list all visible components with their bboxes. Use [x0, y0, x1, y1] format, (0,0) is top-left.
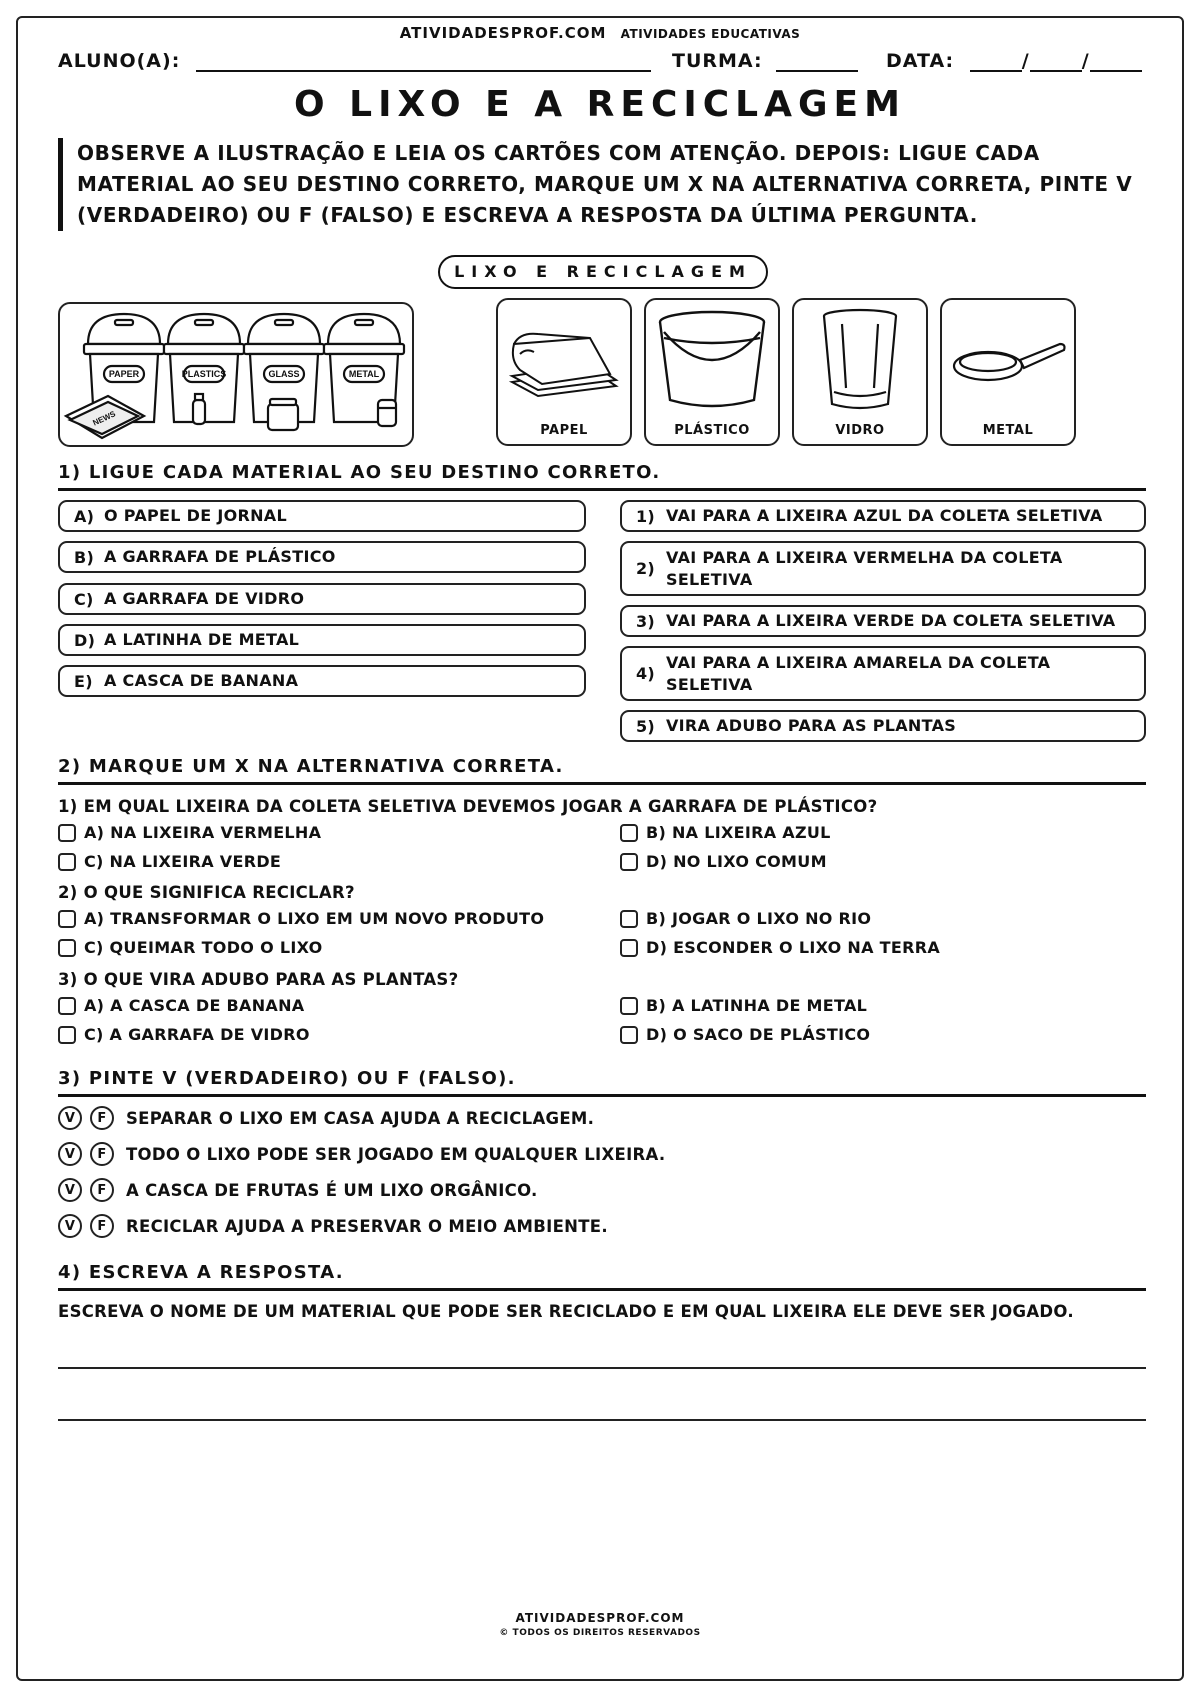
match-left-e[interactable] — [58, 665, 586, 697]
option-3b[interactable] — [620, 996, 867, 1015]
match-left-key: D) — [74, 630, 96, 650]
match-left-text: A GARRAFA DE PLÁSTICO — [104, 547, 336, 566]
newspaper-label: NEWS — [91, 409, 117, 428]
match-right-text: VIRA ADUBO PARA AS PLANTAS — [666, 716, 957, 735]
false-circle[interactable]: F — [90, 1106, 114, 1130]
paper-stack-icon — [498, 304, 630, 414]
match-left-key: E) — [74, 671, 93, 691]
match-right-text: VAI PARA A LIXEIRA VERMELHA DA COLETA SELETIVA — [666, 547, 1063, 589]
statement-text: A CASCA DE FRUTAS É UM LIXO ORGÂNICO. — [126, 1180, 538, 1200]
option-text: A) TRANSFORMAR O LIXO EM UM NOVO PRODUTO — [84, 909, 545, 928]
match-right-key: 2) — [636, 559, 656, 578]
section-2-heading: 2) MARQUE UM X NA ALTERNATIVA CORRETA. — [58, 756, 564, 777]
question-3: 3) O QUE VIRA ADUBO PARA AS PLANTAS? — [58, 970, 459, 989]
match-right-key: 3) — [636, 611, 656, 631]
checkbox[interactable] — [58, 1026, 76, 1044]
statement-text: TODO O LIXO PODE SER JOGADO EM QUALQUER LIXEIRA. — [126, 1144, 666, 1164]
option-text: C) QUEIMAR TODO O LIXO — [84, 938, 323, 957]
true-circle[interactable]: V — [58, 1106, 82, 1130]
answer-line-2[interactable] — [58, 1419, 1146, 1421]
class-label: TURMA: — [672, 50, 763, 72]
class-field[interactable] — [672, 50, 858, 72]
checkbox[interactable] — [58, 853, 76, 871]
option-text: A) A CASCA DE BANANA — [84, 996, 305, 1015]
match-right-text: VAI PARA A LIXEIRA VERDE DA COLETA SELETIVA — [666, 611, 1116, 630]
student-name-label: ALUNO(A): — [58, 50, 181, 72]
date-field[interactable] — [886, 50, 1142, 72]
option-2b[interactable] — [620, 909, 871, 928]
true-false-item-3 — [58, 1178, 538, 1202]
match-left-key: B) — [74, 547, 95, 567]
section-1-heading: 1) LIGUE CADA MATERIAL AO SEU DESTINO CORRETO. — [58, 462, 661, 483]
footer-rights: © TODOS OS DIREITOS RESERVADOS — [499, 1628, 701, 1638]
true-circle[interactable]: V — [58, 1178, 82, 1202]
bin-label-glass: GLASS — [268, 369, 300, 379]
site-header — [0, 24, 1200, 42]
match-left-a[interactable] — [58, 500, 586, 532]
date-separator: / — [1021, 50, 1030, 72]
option-1a[interactable] — [58, 823, 321, 842]
match-right-key: 5) — [636, 716, 656, 736]
option-text: D) ESCONDER O LIXO NA TERRA — [646, 938, 941, 957]
metal-can-icon — [378, 400, 396, 426]
match-left-text: A GARRAFA DE VIDRO — [104, 589, 305, 608]
match-right-3[interactable] — [620, 605, 1146, 637]
option-text: D) NO LIXO COMUM — [646, 852, 827, 871]
match-left-b[interactable] — [58, 541, 586, 573]
match-right-1[interactable] — [620, 500, 1146, 532]
option-3a[interactable] — [58, 996, 304, 1015]
statement-text: SEPARAR O LIXO EM CASA AJUDA A RECICLAGEM. — [126, 1108, 595, 1128]
checkbox[interactable] — [620, 824, 638, 842]
match-right-4[interactable] — [620, 646, 1146, 701]
instructions: OBSERVE A ILUSTRAÇÃO E LEIA OS CARTÕES COM ATENÇÃO. DEPOIS: LIGUE CADA MATERIAL AO SEU DESTINO CORRETO, MARQUE UM X NA ALTERNATIVA CORRETA, PINTE V (VERDADEIRO) OU F (FALSO) E ESCREVA A RESPOSTA DA ÚLTIMA PERGUNTA. — [58, 138, 1138, 231]
option-1d[interactable] — [620, 852, 827, 871]
true-circle[interactable]: V — [58, 1214, 82, 1238]
material-card-paper — [496, 298, 632, 446]
question-2: 2) O QUE SIGNIFICA RECICLAR? — [58, 883, 355, 902]
bucket-icon — [646, 304, 778, 414]
drinking-glass-icon — [794, 304, 926, 414]
student-name-field[interactable] — [58, 50, 651, 72]
checkbox[interactable] — [58, 939, 76, 957]
material-label-paper: PAPEL — [540, 423, 588, 438]
section-1-rule — [58, 488, 1146, 491]
true-false-item-1 — [58, 1106, 594, 1130]
match-right-key: 4) — [636, 664, 656, 683]
match-right-2[interactable] — [620, 541, 1146, 596]
footer-site: ATIVIDADESPROF.COM — [515, 1611, 685, 1625]
section-4-rule — [58, 1288, 1146, 1291]
material-label-metal: METAL — [982, 423, 1034, 438]
recycling-bins-card — [58, 302, 414, 447]
checkbox[interactable] — [58, 910, 76, 928]
option-text: B) JOGAR O LIXO NO RIO — [646, 909, 872, 928]
option-1b[interactable] — [620, 823, 831, 842]
option-text: A) NA LIXEIRA VERMELHA — [84, 823, 322, 842]
checkbox[interactable] — [620, 939, 638, 957]
site-subtitle: ATIVIDADES EDUCATIVAS — [620, 27, 801, 41]
true-false-item-4 — [58, 1214, 608, 1238]
option-3c[interactable] — [58, 1025, 310, 1044]
match-left-key: A) — [74, 506, 95, 526]
answer-line-1[interactable] — [58, 1367, 1146, 1369]
true-circle[interactable]: V — [58, 1142, 82, 1166]
match-left-text: A CASCA DE BANANA — [104, 671, 299, 690]
match-right-key: 1) — [636, 506, 656, 526]
glass-jar-icon — [268, 399, 298, 430]
date-year-line[interactable] — [1090, 52, 1142, 72]
option-1c[interactable] — [58, 852, 281, 871]
material-label-glass: VIDRO — [835, 423, 885, 438]
match-right-text: VAI PARA A LIXEIRA AMARELA DA COLETA SELETIVA — [666, 652, 1051, 694]
match-left-d[interactable] — [58, 624, 586, 656]
question-1: 1) EM QUAL LIXEIRA DA COLETA SELETIVA DEVEMOS JOGAR A GARRAFA DE PLÁSTICO? — [58, 797, 878, 816]
match-left-key: C) — [74, 589, 94, 609]
false-circle[interactable]: F — [90, 1142, 114, 1166]
recycling-bins-illustration — [60, 304, 412, 445]
checkbox[interactable] — [58, 997, 76, 1015]
checkbox[interactable] — [620, 1026, 638, 1044]
option-3d[interactable] — [620, 1025, 870, 1044]
checkbox[interactable] — [620, 910, 638, 928]
site-name: ATIVIDADESPROF.COM — [399, 24, 607, 42]
checkbox[interactable] — [620, 853, 638, 871]
date-separator: / — [1081, 50, 1090, 72]
option-2d[interactable] — [620, 938, 940, 957]
student-name-line[interactable] — [196, 52, 651, 72]
section-2-rule — [58, 782, 1146, 785]
plastic-bottle-icon — [193, 394, 205, 424]
section-3-rule — [58, 1094, 1146, 1097]
illustration-heading: LIXO E RECICLAGEM — [438, 255, 768, 289]
bin-label-plastics: PLASTICS — [181, 369, 227, 379]
class-line[interactable] — [776, 52, 858, 72]
match-left-text: O PAPEL DE JORNAL — [104, 506, 287, 525]
option-text: B) NA LIXEIRA AZUL — [646, 823, 831, 842]
bin-label-metal: METAL — [348, 369, 380, 379]
true-false-item-2 — [58, 1142, 665, 1166]
date-label: DATA: — [886, 50, 955, 72]
frying-pan-icon — [942, 304, 1074, 414]
option-text: C) NA LIXEIRA VERDE — [84, 852, 282, 871]
option-2a[interactable] — [58, 909, 544, 928]
material-card-plastic — [644, 298, 780, 446]
section-4-heading: 4) ESCREVA A RESPOSTA. — [58, 1262, 344, 1283]
checkbox[interactable] — [620, 997, 638, 1015]
bin-label-paper: PAPER — [108, 369, 140, 379]
date-day-line[interactable] — [970, 52, 1022, 72]
match-right-text: VAI PARA A LIXEIRA AZUL DA COLETA SELETIVA — [666, 506, 1103, 525]
material-label-plastic: PLÁSTICO — [674, 423, 750, 438]
date-month-line[interactable] — [1030, 52, 1082, 72]
match-right-5[interactable] — [620, 710, 1146, 742]
checkbox[interactable] — [58, 824, 76, 842]
match-left-c[interactable] — [58, 583, 586, 615]
page-title: O LIXO E A RECICLAGEM — [294, 84, 906, 125]
material-card-glass — [792, 298, 928, 446]
option-2c[interactable] — [58, 938, 323, 957]
false-circle[interactable]: F — [90, 1178, 114, 1202]
false-circle[interactable]: F — [90, 1214, 114, 1238]
statement-text: RECICLAR AJUDA A PRESERVAR O MEIO AMBIENTE. — [126, 1216, 608, 1236]
section-3-heading: 3) PINTE V (VERDADEIRO) OU F (FALSO). — [58, 1068, 516, 1089]
option-text: D) O SACO DE PLÁSTICO — [646, 1025, 871, 1044]
match-left-text: A LATINHA DE METAL — [104, 630, 300, 649]
option-text: C) A GARRAFA DE VIDRO — [84, 1025, 310, 1044]
material-card-metal — [940, 298, 1076, 446]
option-text: B) A LATINHA DE METAL — [646, 996, 868, 1015]
section-4-question: ESCREVA O NOME DE UM MATERIAL QUE PODE SER RECICLADO E EM QUAL LIXEIRA ELE DEVE SER JOGADO. — [58, 1302, 1074, 1321]
